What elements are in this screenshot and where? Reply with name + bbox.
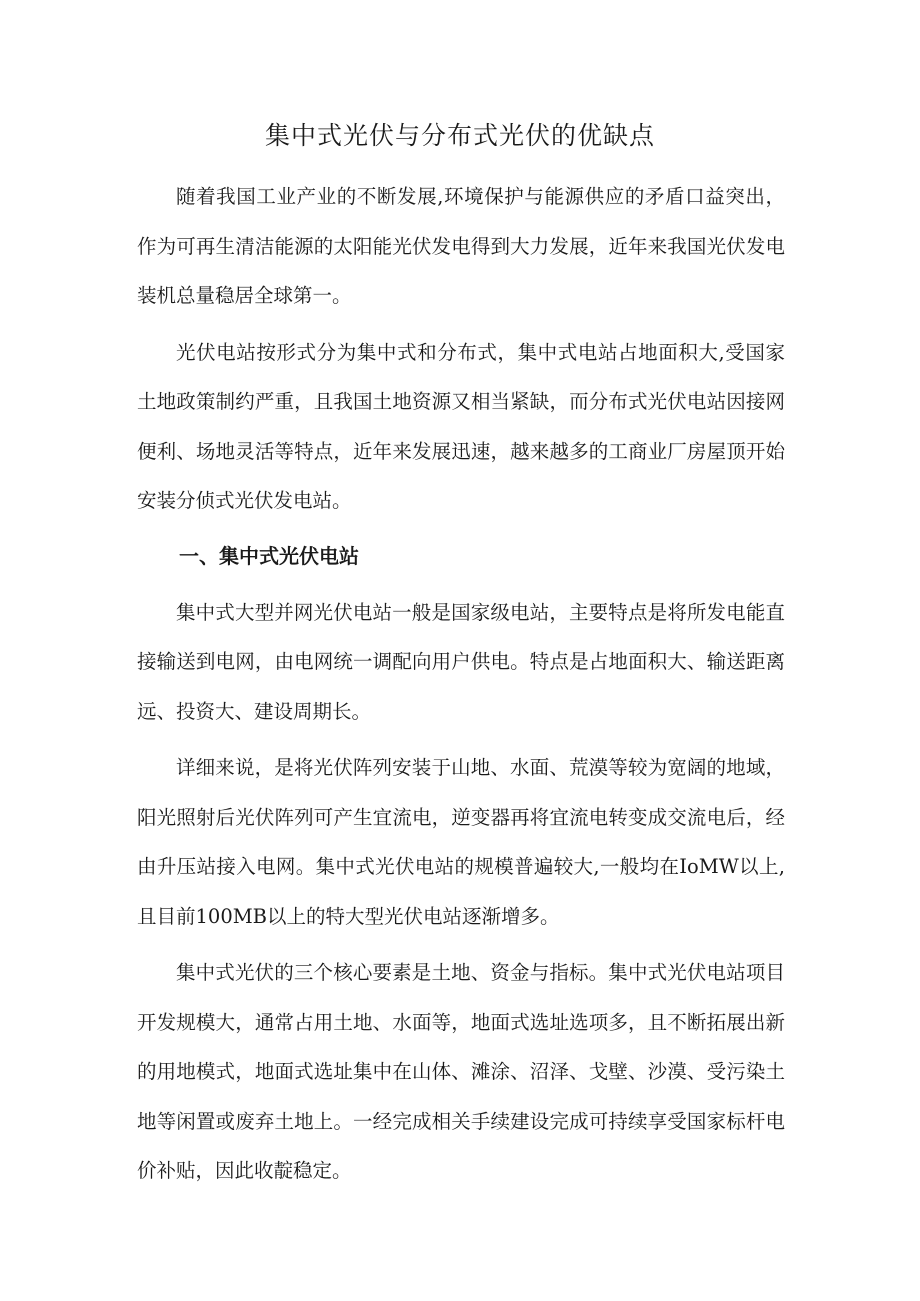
- document-title: 集中式光伏与分布式光伏的优缺点: [264, 121, 655, 150]
- section-1-paragraph-2: 详细来说，是将光伏阵列安装于山地、水面、荒漠等较为宽阔的地域，阳光照射后光伏阵列可产生宜流电，逆变器再将宜流电转变成交流电后，经由升压站接入电网。集中式光伏电站的规模普遍较大,一般均在IoMW以上,且目前100MB以上的特大型光伏电站逐渐增多。: [137, 756, 785, 928]
- section-heading-centralized-pv: 一、集中式光伏电站: [179, 543, 359, 568]
- document-body: [137, 172, 785, 1203]
- intro-paragraph-2: 光伏电站按形式分为集中式和分布式，集中式电站占地面积大,受国家土地政策制约严重，且我国土地资源又相当紧缺，而分布式光伏电站因接网便利、场地灵活等特点，近年来发展迅速，越来越多的工商业厂房屋顶开始安装分侦式光伏发电站。: [137, 340, 785, 512]
- section-1-paragraph-1: 集中式大型并网光伏电站一般是国家级电站，主要特点是将所发电能直接输送到电网，由电网统一调配向用户供电。特点是占地面积大、输送距离远、投资大、建设周期长。: [137, 600, 785, 723]
- section-1-paragraph-3: 集中式光伏的三个核心要素是土地、资金与指标。集中式光伏电站项目开发规模大，通常占用土地、水面等，地面式选址选项多，且不断拓展出新的用地模式，地面式选址集中在山体、滩涂、沼泽、戈壁、沙漠、受污染土地等闲置或废弃土地上。一经完成相关手续建设完成可持续享受国家标杆电价补贴，因此收靛稳定。: [137, 961, 785, 1182]
- intro-paragraph-1: 随着我国工业产业的不断发展,环境保护与能源供应的矛盾口益突出，作为可再生清洁能源的太阳能光伏发电得到大力发展，近年来我国光伏发电装机总量稳居全球第一。: [137, 185, 785, 307]
